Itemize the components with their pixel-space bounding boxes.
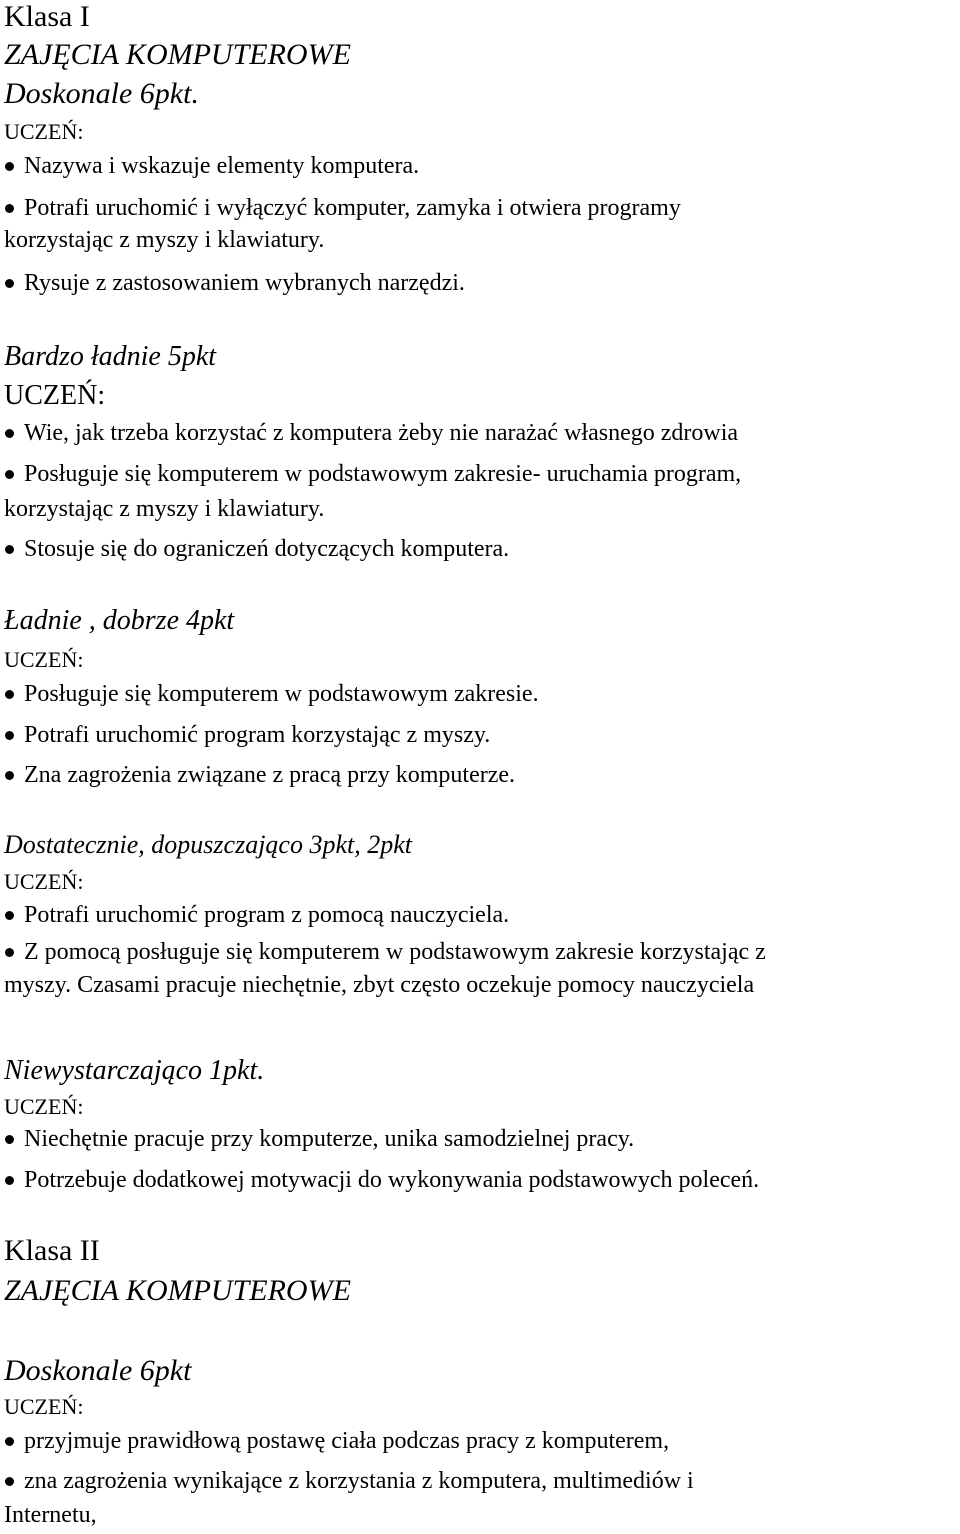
list-item-text: przyjmuje prawidłową postawę ciała podczas pracy z komputerem,: [24, 1428, 670, 1454]
list-item-text: zna zagrożenia wynikające z korzystania z komputera, multimediów i: [24, 1468, 694, 1494]
list-item: [0, 763, 515, 787]
bullet-icon: [5, 911, 14, 920]
grade-level-heading: Niewystarczająco 1pkt.: [4, 1055, 265, 1086]
list-item-text: Potrafi uruchomić i wyłączyć komputer, zamyka i otwiera programy: [24, 195, 681, 221]
list-item: [0, 1429, 669, 1453]
list-item: [0, 1168, 759, 1192]
list-item-text: Niechętnie pracuje przy komputerze, unika samodzielnej pracy.: [24, 1126, 635, 1152]
grade-level-heading: Bardzo ładnie 5pkt: [4, 341, 217, 372]
student-label: UCZEŃ:: [4, 119, 84, 144]
list-item: [0, 537, 509, 561]
class-heading: Klasa I: [4, 0, 90, 33]
list-item: [0, 1469, 694, 1493]
list-item-text: Stosuje się do ograniczeń dotyczących komputera.: [24, 536, 510, 562]
list-item-text: Nazywa i wskazuje elementy komputera.: [24, 153, 420, 179]
list-item: [0, 154, 419, 178]
bullet-icon: [5, 429, 14, 438]
student-label: UCZEŃ:: [4, 647, 84, 672]
list-item: [0, 462, 741, 486]
list-item-continuation: Internetu,: [4, 1502, 97, 1528]
bullet-icon: [5, 948, 14, 957]
bullet-icon: [5, 1437, 14, 1446]
grade-level-heading: Dostatecznie, dopuszczająco 3pkt, 2pkt: [4, 830, 412, 859]
bullet-icon: [5, 1477, 14, 1486]
student-label: UCZEŃ:: [4, 380, 106, 411]
list-item: [0, 1127, 634, 1151]
grade-level-heading: Doskonale 6pkt.: [4, 77, 199, 110]
list-item-text: Potrafi uruchomić program z pomocą nauczyciela.: [24, 902, 510, 928]
bullet-icon: [5, 279, 14, 288]
list-item-text: Posługuje się komputerem w podstawowym zakresie.: [24, 681, 539, 707]
list-item: [0, 940, 766, 964]
list-item-continuation: myszy. Czasami pracuje niechętnie, zbyt często oczekuje pomocy nauczyciela: [4, 972, 755, 998]
list-item-text: Rysuje z zastosowaniem wybranych narzędzi.: [24, 270, 465, 296]
subject-title: ZAJĘCIA KOMPUTEROWE: [4, 38, 351, 71]
list-item-text: Potrafi uruchomić program korzystając z myszy.: [24, 722, 491, 748]
list-item: [0, 271, 465, 295]
grade-level-heading: Doskonale 6pkt: [4, 1354, 192, 1387]
subject-title: ZAJĘCIA KOMPUTEROWE: [4, 1274, 351, 1307]
grade-level-heading: Ładnie , dobrze 4pkt: [4, 605, 235, 636]
bullet-icon: [5, 771, 14, 780]
list-item: [0, 682, 539, 706]
student-label: UCZEŃ:: [4, 869, 84, 894]
bullet-icon: [5, 162, 14, 171]
list-item: [0, 903, 509, 927]
list-item-text: Wie, jak trzeba korzystać z komputera żeby nie narażać własnego zdrowia: [24, 420, 739, 446]
list-item-text: Zna zagrożenia związane z pracą przy komputerze.: [24, 762, 516, 788]
bullet-icon: [5, 545, 14, 554]
bullet-icon: [5, 1135, 14, 1144]
list-item-text: Z pomocą posługuje się komputerem w podstawowym zakresie korzystając z: [24, 939, 766, 965]
class-heading: Klasa II: [4, 1234, 100, 1267]
list-item: [0, 723, 490, 747]
list-item: [0, 196, 681, 220]
list-item-continuation: korzystając z myszy i klawiatury.: [4, 496, 325, 522]
bullet-icon: [5, 470, 14, 479]
bullet-icon: [5, 731, 14, 740]
student-label: UCZEŃ:: [4, 1094, 84, 1119]
bullet-icon: [5, 1176, 14, 1185]
bullet-icon: [5, 204, 14, 213]
list-item-text: Potrzebuje dodatkowej motywacji do wykonywania podstawowych poleceń.: [24, 1167, 760, 1193]
student-label: UCZEŃ:: [4, 1394, 84, 1419]
list-item-continuation: korzystając z myszy i klawiatury.: [4, 227, 325, 253]
list-item-text: Posługuje się komputerem w podstawowym zakresie- uruchamia program,: [24, 461, 742, 487]
bullet-icon: [5, 690, 14, 699]
list-item: [0, 421, 738, 445]
